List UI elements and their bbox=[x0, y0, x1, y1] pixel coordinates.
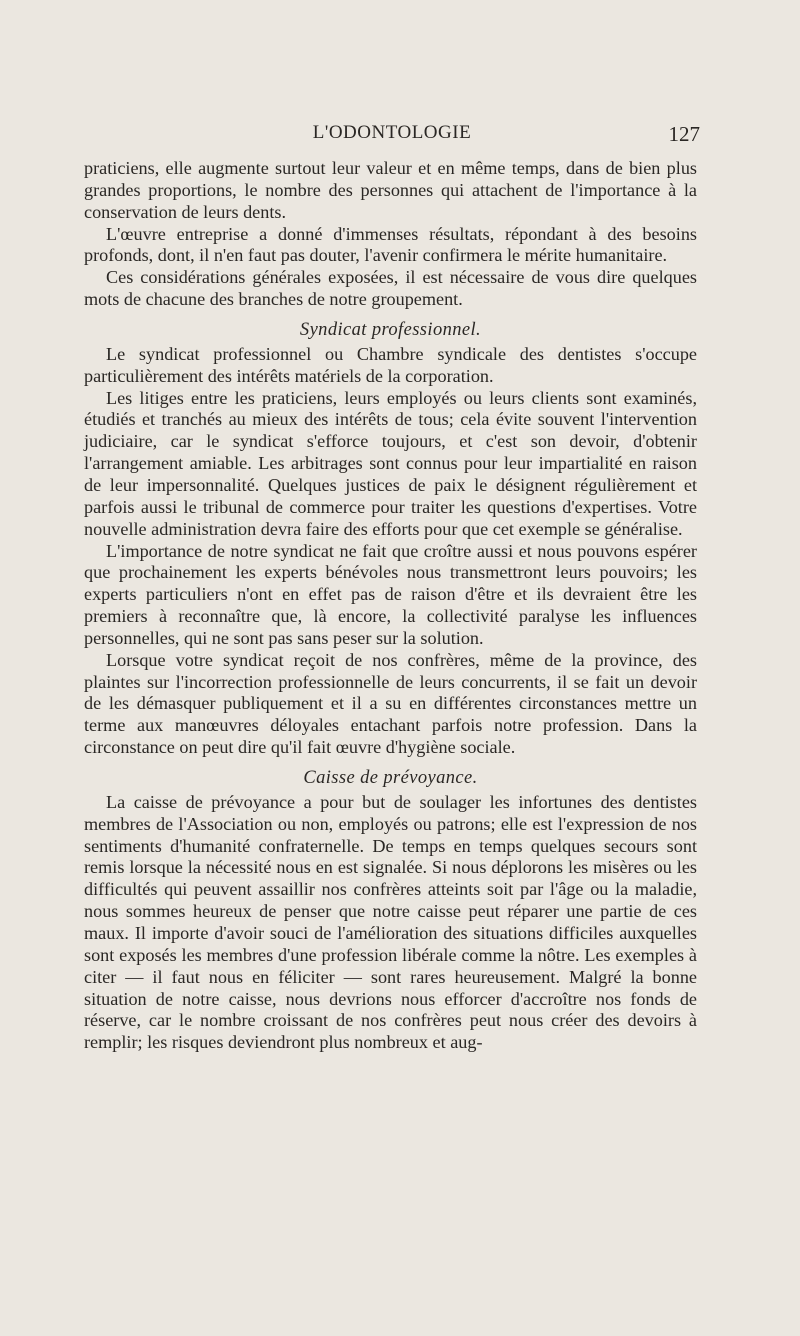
page-number: 127 bbox=[668, 122, 700, 146]
paragraph-caisse: La caisse de prévoyance a pour but de soulager les infortunes des dentistes membres de l'Association ou non, employés ou patrons; elle est l'expression de nos sentiments d'humanité confraternelle. De temps en temps quelques secours sont remis lorsque la nécessité nous en est signalée. Si nous déplorons les misères ou les difficultés qui peuvent assaillir nos confrères atteints soit par l'âge ou la maladie, nous sommes heureux de penser que notre caisse peut réparer une partie de ces maux. Il importe d'avoir souci de l'amélioration des situations difficiles auxquelles sont exposés les membres d'une profession libérale comme la nôtre. Les exemples à citer — il faut nous en féliciter — sont rares heureusement. Malgré la bonne situation de notre caisse, nous devrions nous efforcer d'accroître nos fonds de réserve, car le nombre croissant de nos confrères peut nous créer des devoirs à remplir; les risques deviendront plus nombreux et aug- bbox=[84, 791, 697, 1053]
paragraph-continued: praticiens, elle augmente surtout leur valeur et en même temps, dans de bien plus grandes proportions, le nombre des personnes qui attachent de l'importance à la conservation de leurs dents. bbox=[84, 158, 697, 222]
body-text bbox=[84, 158, 697, 1054]
paragraph-plaintes: Lorsque votre syndicat reçoit de nos confrères, même de la province, des plaintes sur l'incorrection professionnelle de leurs concurrents, il se fait un devoir de les démasquer publiquement et il a su en différentes circonstances mettre un terme aux manœuvres déloyales entachant parfois notre profession. Dans la circonstance on peut dire qu'il fait œuvre d'hygiène sociale. bbox=[84, 649, 697, 758]
running-head bbox=[84, 122, 700, 148]
journal-title: L'ODONTOLOGIE bbox=[312, 122, 472, 143]
section-heading-caisse: Caisse de prévoyance. bbox=[303, 767, 478, 788]
paragraph-considerations: Ces considérations générales exposées, il est nécessaire de vous dire quelques mots de chacune des branches de notre groupement. bbox=[84, 267, 697, 310]
paragraph-oeuvre: L'œuvre entreprise a donné d'immenses résultats, répondant à des besoins profonds, dont, il n'en faut pas douter, l'avenir confirmera le mérite humanitaire. bbox=[84, 223, 697, 266]
paragraph-importance: L'importance de notre syndicat ne fait que croître aussi et nous pouvons espérer que prochainement les experts bénévoles nous transmettront leurs pouvoirs; les experts particuliers n'ont en effet pas de raison d'être et ils devraient être les premiers à reconnaître que, là encore, la collectivité paralyse les influences personnelles, qui ne sont pas sans peser sur la solution. bbox=[84, 540, 697, 648]
paragraph-syndicat-intro: Le syndicat professionnel ou Chambre syndicale des dentistes s'occupe particulièrement des intérêts matériels de la corporation. bbox=[84, 343, 697, 386]
paragraph-litiges: Les litiges entre les praticiens, leurs employés ou leurs clients sont examinés, étudiés et tranchés au mieux des intérêts de tous; cela évite souvent l'intervention judiciaire, car le syndicat s'efforce toujours, et c'est son devoir, d'obtenir l'arrangement amiable. Les arbitrages sont connus pour leur impartialité en raison de leur impersonnalité. Quelques justices de paix le désignent régulièrement et parfois aussi le tribunal de commerce pour traiter les questions d'expertises. Votre nouvelle administration devra faire des efforts pour que cet exemple se généralise. bbox=[84, 387, 697, 539]
section-heading-syndicat: Syndicat professionnel. bbox=[299, 319, 482, 340]
